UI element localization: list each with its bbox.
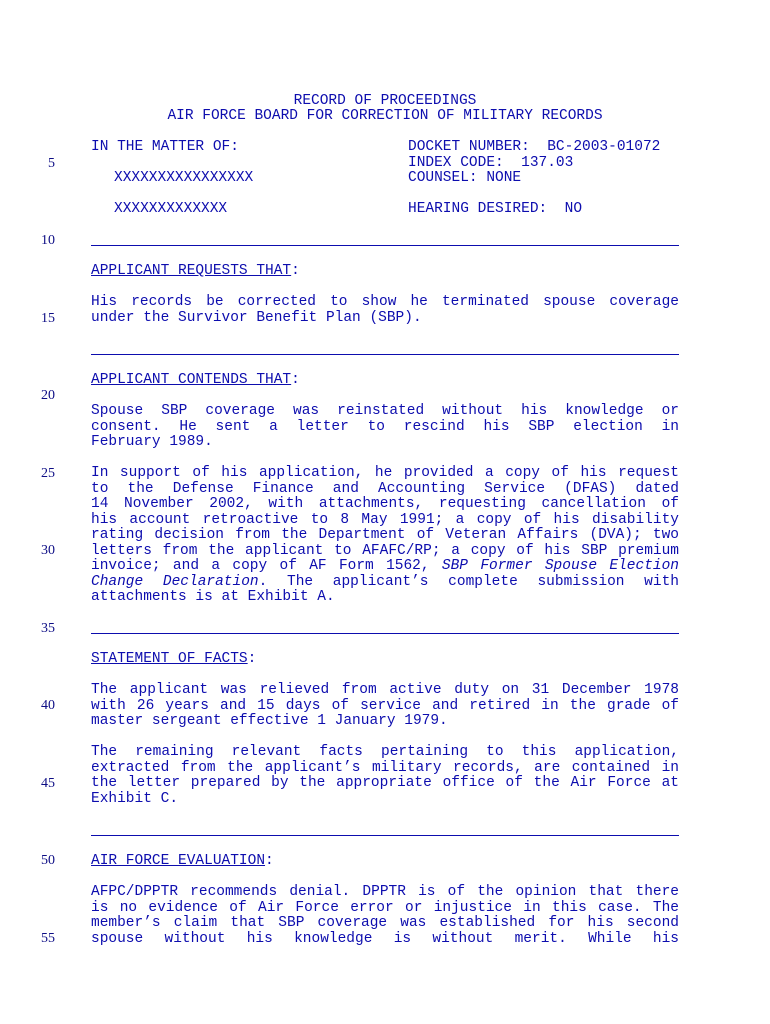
contends-paragraph-1 [91,404,679,451]
line-number: 15 [41,311,55,326]
contends-heading: APPLICANT CONTENDS THAT [91,372,292,388]
line-number: 50 [41,853,55,868]
applicant-id: XXXXXXXXXXXXX [114,201,228,217]
record-title: RECORD OF PROCEEDINGS [293,93,477,109]
section-heading: AIR FORCE EVALUATION: [91,853,274,869]
section-divider [91,633,679,634]
section-divider [91,835,679,836]
text-line: Spouse SBP coverage was reinstated without his knowledge or [91,403,679,419]
text-line: the letter prepared by the appropriate office of the Air Force at [91,775,679,791]
text-line: rating decision from the Department of Veteran Affairs (DVA); two [91,527,679,543]
text-line: The applicant was relieved from active duty on 31 December 1978 [91,682,679,698]
line-number: 25 [41,466,55,481]
text-line: His records be corrected to show he terminated spouse coverage [91,294,679,310]
text-line: attachments is at Exhibit A. [91,589,335,605]
text-line: AFPC/DPPTR recommends denial. DPPTR is of the opinion that there [91,884,679,900]
section-heading: STATEMENT OF FACTS: [91,651,257,667]
text-line: extracted from the applicant’s military records, are contained in [91,759,679,776]
text-line: letters from the applicant to AFAFC/RP; a copy of his SBP premium [91,542,679,559]
text-line: with 26 years and 15 days of service and retired in the grade of [91,697,679,714]
line-number: 45 [41,776,55,791]
section-heading: APPLICANT CONTENDS THAT: [91,372,300,388]
text-line: master sergeant effective 1 January 1979. [91,713,448,729]
section-divider [91,245,679,246]
docket-number: DOCKET NUMBER: BC-2003-01072 [408,139,661,155]
contends-paragraph-2 [91,466,679,606]
index-code: INDEX CODE: 137.03 [408,155,574,171]
line-number: 5 [48,156,55,171]
text-line: Exhibit C. [91,790,179,807]
line-number: 20 [41,388,55,403]
text-line: member’s claim that SBP coverage was established for his second [91,915,679,931]
section-divider [91,354,679,355]
line-number: 55 [41,931,55,946]
text-run: . The applicant’s complete submission with [258,573,679,590]
form-title-italic: SBP Former Spouse Election [441,558,679,574]
text-line: February 1989. [91,434,213,450]
line-number: 10 [41,233,55,248]
matter-label: IN THE MATTER OF: [91,139,239,155]
text-line [91,575,679,591]
text-line [91,559,679,575]
text-line: In support of his application, he provided a copy of his request [91,465,679,481]
counsel: COUNSEL: NONE [408,170,522,186]
facts-heading: STATEMENT OF FACTS [91,651,248,667]
applicant-name: XXXXXXXXXXXXXXXX [114,170,254,186]
text-line: to the Defense Finance and Accounting Service (DFAS) dated [91,480,679,497]
text-line: is no evidence of Air Force error or injustice in this case. The [91,899,679,916]
form-title-italic: Change Declaration [91,573,259,590]
requests-heading: APPLICANT REQUESTS THAT [91,263,292,279]
facts-paragraph-1 [91,683,679,730]
line-number: 40 [41,698,55,713]
text-line: his account retroactive to 8 May 1991; a copy of his disability [91,511,679,528]
board-title: AIR FORCE BOARD FOR CORRECTION OF MILITARY RECORDS [167,108,603,124]
facts-paragraph-2 [91,745,679,807]
text-line: spouse without his knowledge is without merit. While his [91,930,679,947]
requests-paragraph [91,295,679,326]
text-line: consent. He sent a letter to rescind his SBP election in [91,418,679,435]
text-line: under the Survivor Benefit Plan (SBP). [91,309,422,326]
hearing-desired: HEARING DESIRED: NO [408,201,583,217]
evaluation-heading: AIR FORCE EVALUATION [91,853,266,869]
evaluation-paragraph [91,885,679,947]
text-line: The remaining relevant facts pertaining to this application, [91,744,679,760]
line-number: 30 [41,543,55,558]
text-line: 14 November 2002, with attachments, requesting cancellation of [91,496,679,512]
section-heading: APPLICANT REQUESTS THAT: [91,263,300,279]
line-number: 35 [41,621,55,636]
text-run: invoice; and a copy of AF Form 1562, [91,558,442,574]
